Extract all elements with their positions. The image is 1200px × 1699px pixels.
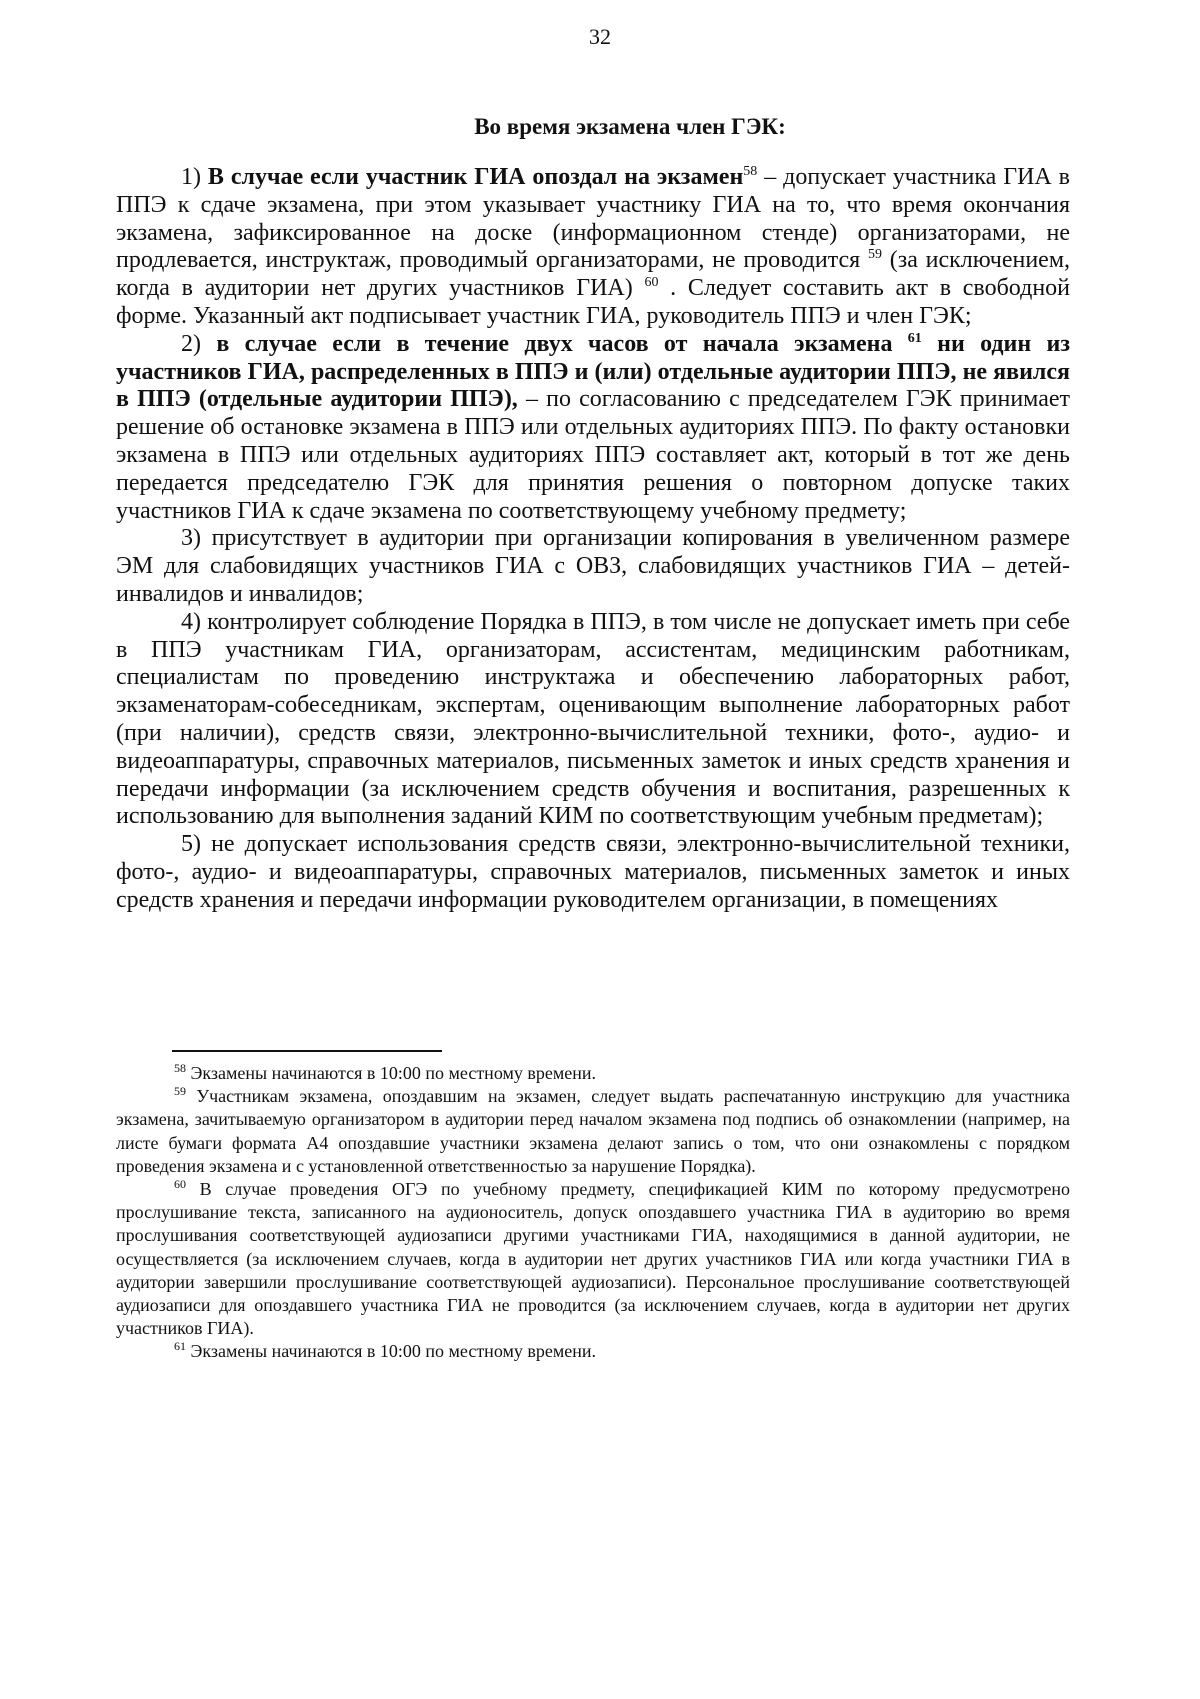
list-item-2: 2) в случае если в течение двух часов от начала экзамена $^{61}$ ни один из участников ГИА, распределенных в ППЭ и (или) отдельные аудитории ППЭ, не явился в ППЭ (отдельные аудитории ППЭ), – по согласованию с председателем ГЭК принимает решение об остановке экзамена в ППЭ или отдельных аудиториях ППЭ. По факту остановки экзамена в ППЭ или отдельных аудиториях ППЭ составляет акт, который в тот же день передается председателю ГЭК для принятия решения о повторном допуске таких участников ГИА к сдаче экзамена по соответствующему учебному предмету; xyxy=(116,330,1071,524)
list-item-1: 1) В случае если участник ГИА опоздал на экзамен$^{58}$ – допускает участника ГИА в ППЭ к сдаче экзамена, при этом указывает участнику ГИА на то, что время окончания экзамена, зафиксированное на доске (информационном стенде) организаторами, не продлевается, инструктаж, проводимый организаторами, не проводится $^{59}$ (за исключением, когда в аудитории нет других участников ГИА) $^{60}$ . Следует составить акт в свободной форме. Указанный акт подписывает участник ГИА, руководитель ППЭ и член ГЭК; xyxy=(116,164,1071,329)
footnote-ref-58[interactable]: 58 xyxy=(743,164,758,179)
footnote-60: $^{60}$ В случае проведения ОГЭ по учебному предмету, спецификацией КИМ по которому предусмотрено прослушивание текста, записанного на аудионоситель, допуск опоздавшего участника ГИА в аудиторию во время прослушивания соответствующей аудиозаписи другими участниками ГИА, находящимися в данной аудитории, не осуществляется (за исключением случаев, когда в аудитории нет других участников ГИА или когда участники ГИА в аудитории завершили прослушивание соответствующей аудиозаписи). Персональное прослушивание соответствующей аудиозаписи для опоздавшего участника ГИА не проводится (за исключением случаев, когда в аудитории нет других участников ГИА). xyxy=(116,1177,1070,1339)
footnote-61: $^{61}$ Экзамены начинаются в 10:00 по местному времени. xyxy=(174,1339,597,1362)
footnote-ref-61[interactable]: 61 xyxy=(907,330,922,346)
list-item-4: 4) контролирует соблюдение Порядка в ППЭ, в том числе не допускает иметь при себе в ППЭ участникам ГИА, организаторам, ассистентам, медицинским работникам, специалистам по проведению инструктажа и обеспечению лабораторных работ, экзаменаторам-собеседникам, экспертам, оценивающим выполнение лабораторных работ (при наличии), средств связи, электронно-вычислительной техники, фото-, аудио- и видеоаппаратуры, справочных материалов, письменных заметок и иных средств хранения и передачи информации (за исключением средств обучения и воспитания, разрешенных к использованию для выполнения заданий КИМ по соответствующим учебным предметам); xyxy=(116,608,1071,830)
item-1-bold-lead: В случае если участник ГИА опоздал на экзамен xyxy=(207,164,744,190)
footnotes xyxy=(116,1062,1070,1364)
page-number: 32 xyxy=(589,24,611,49)
body-text xyxy=(116,164,1070,915)
footnote-58: $^{58}$ Экзамены начинаются в 10:00 по местному времени. xyxy=(174,1061,597,1083)
list-item-3: 3) присутствует в аудитории при организации копирования в увеличенном размере ЭМ для слабовидящих участников ГИА с ОВЗ, слабовидящих участников ГИА – детей-инвалидов и инвалидов; xyxy=(116,525,1070,607)
footnote-59: $^{59}$ Участникам экзамена, опоздавшим на экзамен, следует выдать распечатанную инструкцию для участника экзамена, зачитываемую организатором в аудитории перед началом экзамена под подпись об ознакомлении (например, на листе бумаги формата А4 опоздавшие участники экзамена делают запись о том, что они ознакомлены с порядком проведения экзамена и с установленной ответственностью за нарушение Порядка). xyxy=(116,1084,1070,1176)
footnote-ref-59[interactable]: 59 xyxy=(867,247,882,263)
item-2-bold-lead: в случае если в течение двух часов от начала экзамена xyxy=(216,330,908,357)
section-heading: Во время экзамена член ГЭК: xyxy=(474,114,786,139)
footnote-separator xyxy=(172,1050,442,1052)
item-2-bold-tail: ни один из участников ГИА, распределенных в ППЭ и (или) отдельные аудитории ППЭ, не явился в ППЭ (отдельные аудитории ППЭ), xyxy=(116,330,1071,413)
list-item-5: 5) не допускает использования средств связи, электронно-вычислительной техники, фото-, аудио- и видеоаппаратуры, справочных материалов, письменных заметок и иных средств хранения и передачи информации руководителем организации, в помещениях xyxy=(116,831,1070,913)
footnote-ref-60[interactable]: 60 xyxy=(644,275,659,291)
